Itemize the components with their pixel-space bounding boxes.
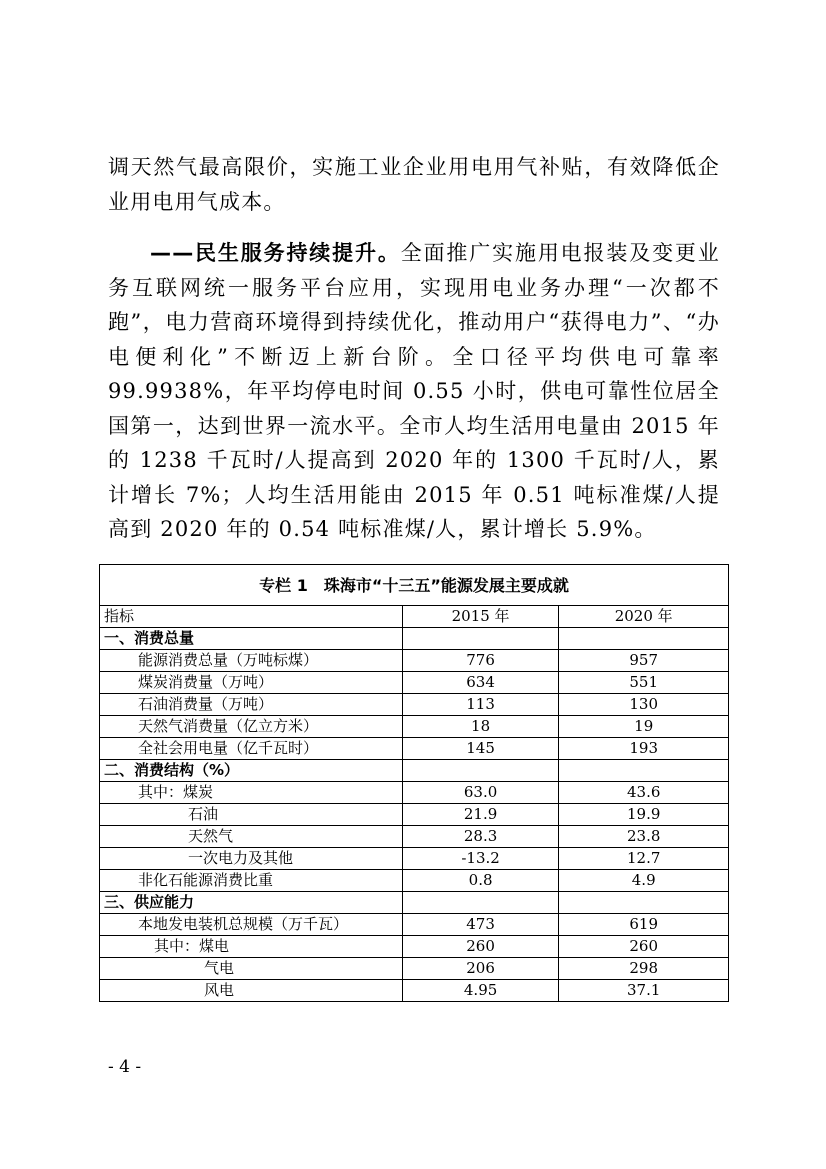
row-value-2015: 776 [402, 650, 559, 672]
paragraph-body: 全面推广实施用电报装及变更业务互联网统一服务平台应用，实现用电业务办理“一次都不跑”，电力营商环境得到持续优化，推动用户“获得电力”、“办电便利化”不断迈上新台阶。全口径平均供电可靠率 99.9938%，年平均停电时间 0.55 小时，供电可靠性位居全国第一，达到世界一流水平。全市人均生活用电量由 2015 年的 1238 千瓦时/人提高到 2020 年的 1300 千瓦时/人，累计增长 7%；人均生活用能由 2015 年 0.51 吨标准煤/人提高到 2020 年的 0.54 吨标准煤/人，累计增长 5.9%。 [108, 241, 720, 541]
paragraph-cost-reduction: 调天然气最高限价，实施工业企业用电用气补贴，有效降低企业用电用气成本。 [108, 155, 720, 214]
section-row [100, 892, 729, 914]
table-row [100, 870, 729, 892]
row-value-2020: 260 [559, 936, 729, 958]
row-value-2015: 63.0 [402, 782, 559, 804]
table-row [100, 826, 729, 848]
table-row [100, 848, 729, 870]
row-value-2015: -13.2 [402, 848, 559, 870]
table-row [100, 804, 729, 826]
row-label: 石油 [100, 804, 403, 826]
row-value-2020: 619 [559, 914, 729, 936]
row-value-2020: 37.1 [559, 980, 729, 1002]
row-value-2015: 145 [402, 738, 559, 760]
row-label: 煤炭消费量（万吨） [100, 672, 403, 694]
row-value-2020: 19.9 [559, 804, 729, 826]
section-consumption-total: 一、消费总量 [100, 628, 403, 650]
row-value-2015: 4.95 [402, 980, 559, 1002]
row-value-2020: 43.6 [559, 782, 729, 804]
row-label: 能源消费总量（万吨标煤） [100, 650, 403, 672]
row-value-2020: 551 [559, 672, 729, 694]
table-row [100, 650, 729, 672]
row-label: 非化石能源消费比重 [100, 870, 403, 892]
row-label: 本地发电装机总规模（万千瓦） [100, 914, 403, 936]
table-row [100, 958, 729, 980]
table-row [100, 914, 729, 936]
paragraph-livelihood-services [108, 236, 720, 547]
section-row [100, 628, 729, 650]
row-value-2020: 23.8 [559, 826, 729, 848]
header-2015: 2015 年 [402, 606, 559, 628]
row-value-2015: 21.9 [402, 804, 559, 826]
row-label: 一次电力及其他 [100, 848, 403, 870]
row-value-2015: 113 [402, 694, 559, 716]
row-value-2020: 298 [559, 958, 729, 980]
row-label: 其中：煤电 [100, 936, 403, 958]
table-row [100, 980, 729, 1002]
table-row [100, 782, 729, 804]
row-label: 风电 [100, 980, 403, 1002]
row-value-2015: 18 [402, 716, 559, 738]
table-row [100, 936, 729, 958]
table-header-row [100, 606, 729, 628]
page-number: - 4 - [108, 1057, 142, 1077]
row-label: 天然气消费量（亿立方米） [100, 716, 403, 738]
table-row [100, 672, 729, 694]
table-title-row [100, 565, 729, 606]
table-row [100, 738, 729, 760]
row-value-2015: 473 [402, 914, 559, 936]
row-label: 全社会用电量（亿千瓦时） [100, 738, 403, 760]
table-row [100, 716, 729, 738]
row-value-2015: 260 [402, 936, 559, 958]
section-row [100, 760, 729, 782]
row-label: 其中：煤炭 [100, 782, 403, 804]
row-label: 气电 [100, 958, 403, 980]
table-row [100, 694, 729, 716]
row-label: 石油消费量（万吨） [100, 694, 403, 716]
row-value-2015: 0.8 [402, 870, 559, 892]
header-2020: 2020 年 [559, 606, 729, 628]
row-value-2020: 957 [559, 650, 729, 672]
paragraph-lead-in: ——民生服务持续提升。 [150, 241, 401, 265]
row-value-2015: 634 [402, 672, 559, 694]
section-consumption-structure: 二、消费结构（%） [100, 760, 403, 782]
row-label: 天然气 [100, 826, 403, 848]
section-supply-capacity: 三、供应能力 [100, 892, 403, 914]
row-value-2020: 4.9 [559, 870, 729, 892]
header-indicator: 指标 [100, 606, 403, 628]
row-value-2020: 12.7 [559, 848, 729, 870]
table-title: 专栏 1 珠海市“十三五”能源发展主要成就 [100, 565, 729, 606]
row-value-2015: 28.3 [402, 826, 559, 848]
row-value-2020: 130 [559, 694, 729, 716]
achievements-table [99, 564, 729, 1002]
row-value-2015: 206 [402, 958, 559, 980]
row-value-2020: 193 [559, 738, 729, 760]
row-value-2020: 19 [559, 716, 729, 738]
